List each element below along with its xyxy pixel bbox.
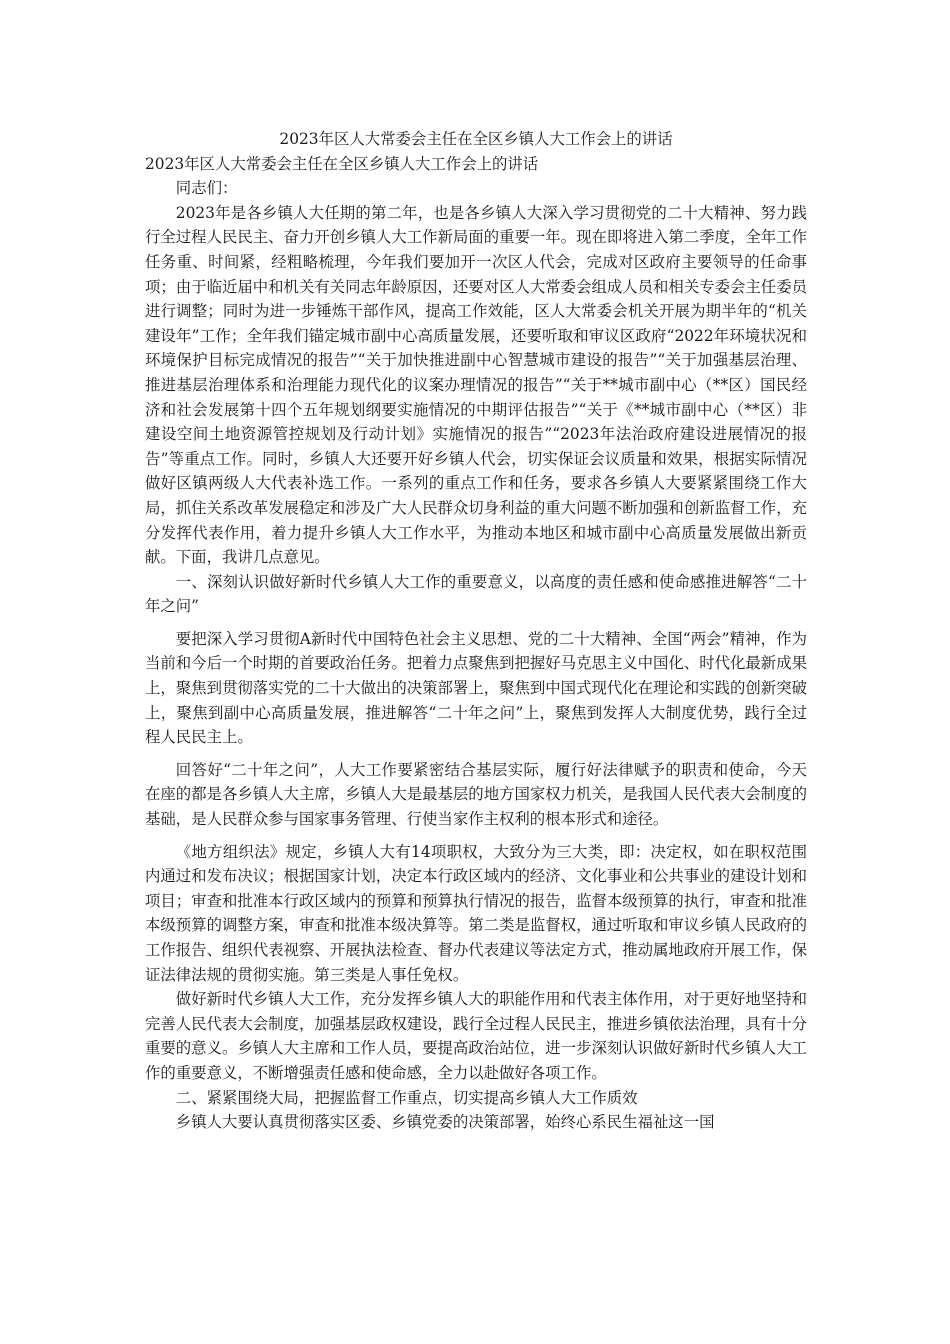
paragraph: 《地方组织法》规定，乡镇人大有14项职权，大致分为三大类，即：决定权，如在职权范围内通过和发布决议；根据国家计划，决定本行政区域内的经济、文化事业和公共事业的建设计划和项目；审查和批准本行政区域内的预算和预算执行情况的报告，监督本级预算的执行，审查和批准本级预算的调整方案，审查和批准本级决算等。第二类是监督权，通过听取和审议乡镇人民政府的工作报告、组织代表视察、开展执法检查、督办代表建议等法定方式，推动属地政府开展工作，保证法律法规的贯彻实施。第三类是人事任免权。: [145, 842, 807, 984]
salutation: 同志们：: [175, 179, 238, 198]
paragraph: 回答好“二十年之问”，人大工作要紧密结合基层实际，履行好法律赋予的职责和使命，今天在座的都是各乡镇人大主席，乡镇人大是最基层的地方国家权力机关，是我国人民代表大会制度的基础，是人民群众参与国家事务管理、行使当家作主权利的根本形式和途径。: [145, 760, 807, 829]
paragraph: 要把深入学习贯彻A新时代中国特色社会主义思想、党的二十大精神、全国“两会”精神，作为当前和今后一个时期的首要政治任务。把着力点聚焦到把握好马克思主义中国化、时代化最新成果上，聚焦到贯彻落实党的二十大做出的决策部署上，聚焦到中国式现代化在理论和实践的创新突破上，聚焦到副中心高质量发展，推进解答“二十年之问”上，聚焦到发挥人大制度优势，践行全过程人民民主上。: [145, 629, 807, 747]
paragraph: 做好新时代乡镇人大工作，充分发挥乡镇人大的职能作用和代表主体作用，对于更好地坚持和完善人民代表大会制度，加强基层政权建设，践行全过程人民民主，推进乡镇依法治理，具有十分重要的意义。乡镇人大主席和工作人员，要提高政治站位，进一步深刻认识做好新时代乡镇人大工作的重要意义，不断增强责任感和使命感，全力以赴做好各项工作。: [145, 990, 807, 1082]
document-title: 2023年区人大常委会主任在全区乡镇人大工作会上的讲话: [279, 130, 673, 148]
section-heading-1: 一、深刻认识做好新时代乡镇人大工作的重要意义，以高度的责任感和使命感推进解答“二十年之问”: [145, 572, 807, 616]
document-subtitle: 2023年区人大常委会主任在全区乡镇人大工作会上的讲话: [145, 154, 539, 173]
paragraph-intro: 2023年是各乡镇人大任期的第二年，也是各乡镇人大深入学习贯彻党的二十大精神、努力践行全过程人民民主、奋力开创乡镇人大工作新局面的重要一年。现在即将进入第二季度，全年工作任务重、时间紧，经粗略梳理，今年我们要加开一次区人代会，完成对区政府主要领导的任命事项；由于临近届中和机关有关同志年龄原因，还要对区人大常委会组成人员和相关专委会主任委员进行调整；同时为进一步锤炼干部作风，提高工作效能，区人大常委会机关开展为期半年的“机关建设年”工作；全年我们锚定城市副中心高质量发展，还要听取和审议区政府“2022年环境状况和环境保护目标完成情况的报告”“关于加快推进副中心智慧城市建设的报告”“关于加强基层治理、推进基层治理体系和治理能力现代化的议案办理情况的报告”“关于**城市副中心（**区）国民经济和社会发展第十四个五年规划纲要实施情况的中期评估报告”“关于《**城市副中心（**区）非建设空间土地资源管控规划及行动计划》实施情况的报告”“2023年法治政府建设进展情况的报告”等重点工作。同时，乡镇人大还要开好乡镇人代会，切实保证会议质量和效果，根据实际情况做好区镇两级人大代表补选工作。一系列的重点工作和任务，要求各乡镇人大要紧紧围绕工作大局，抓住关系改革发展稳定和涉及广大人民群众切身利益的重大问题不断加强和创新监督工作，充分发挥代表作用，着力提升乡镇人大工作水平，为推动本地区和城市副中心高质量发展做出新贡献。下面，我讲几点意见。: [145, 203, 807, 567]
document-page: [145, 127, 807, 1135]
paragraph: 乡镇人大要认真贯彻落实区委、乡镇党委的决策部署，始终心系民生福祉这一国: [175, 1113, 715, 1132]
section-heading-2: 二、紧紧围绕大局，把握监督工作重点，切实提高乡镇人大工作质效: [175, 1088, 638, 1107]
